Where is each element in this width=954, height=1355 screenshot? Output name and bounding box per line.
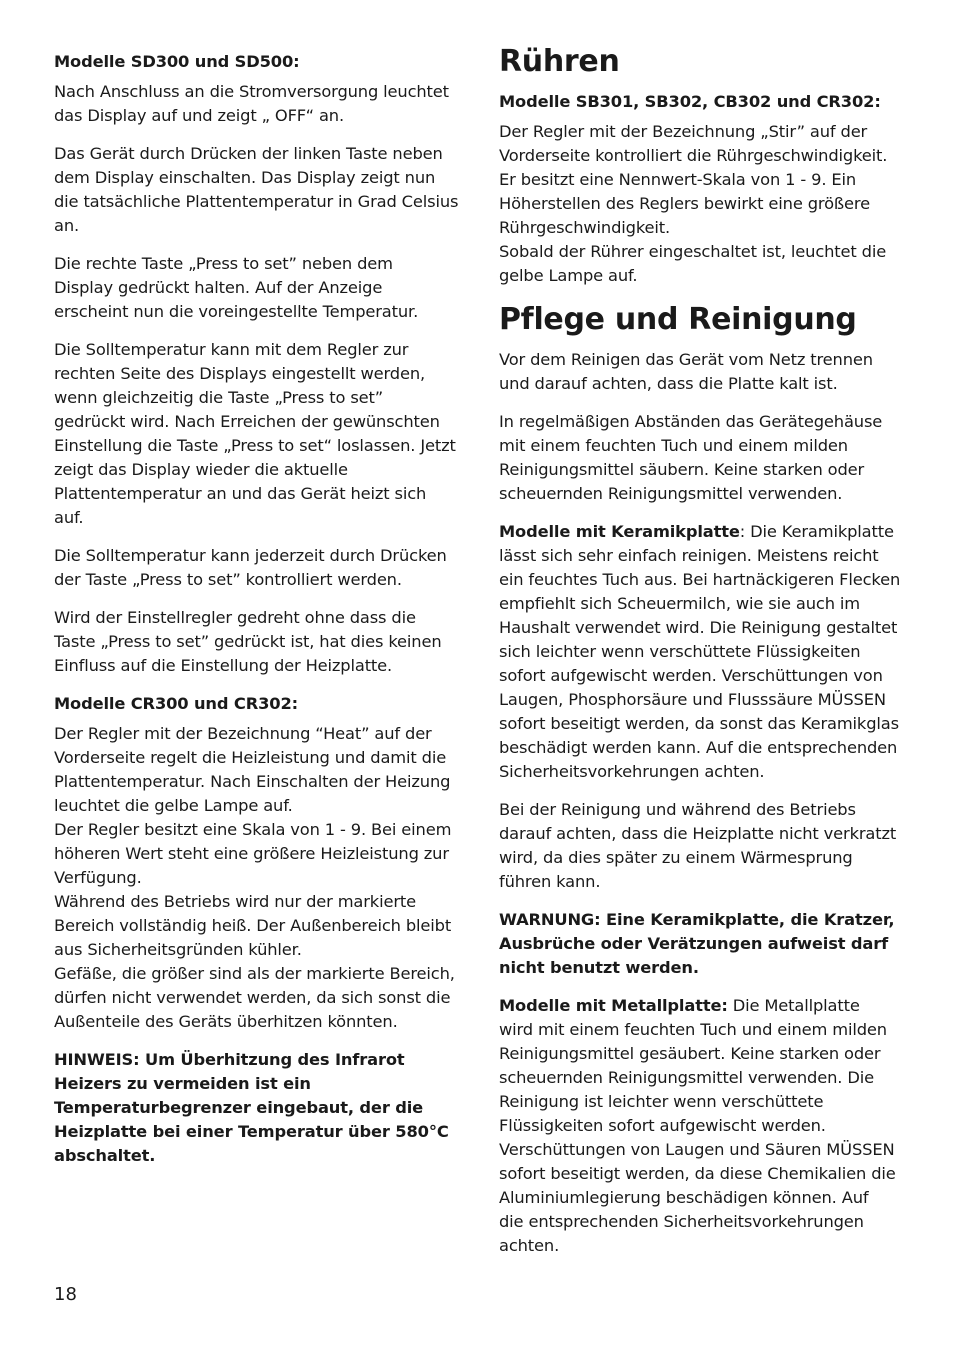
text-line: achten. xyxy=(499,1236,560,1255)
text-line: beschädigt werden kann. Auf die entsprechenden xyxy=(499,738,898,757)
paragraph-check-temperature xyxy=(54,544,474,592)
text-line: darauf achten, dass die Heizplatte nicht verkratzt xyxy=(499,824,897,843)
text-line: Haushalt verwendet wird. Die Reinigung gestaltet xyxy=(499,618,898,637)
text-line: an. xyxy=(54,216,80,235)
text-line: die entsprechenden Sicherheitsvorkehrungen xyxy=(499,1212,864,1231)
text-line: Heizplatte bei einer Temperatur über 580°C xyxy=(54,1122,449,1141)
paragraph-ceramic-plate xyxy=(499,520,917,784)
text-line: Er besitzt eine Nennwert-Skala von 1 - 9. Ein xyxy=(499,170,857,189)
text-line: Temperaturbegrenzer eingebaut, der die xyxy=(54,1098,424,1117)
text-line: erscheint nun die voreingestellte Temperatur. xyxy=(54,302,419,321)
text-line: WARNUNG: Eine Keramikplatte, die Kratzer, xyxy=(499,910,895,929)
text-line: Vorderseite kontrolliert die Rührgeschwindigkeit. xyxy=(499,146,888,165)
text-line: abschaltet. xyxy=(54,1146,156,1165)
text-line: Aluminiumlegierung beschädigen können. Auf xyxy=(499,1188,869,1207)
heading-models-cr300-cr302: Modelle CR300 und CR302: xyxy=(54,694,298,713)
text-line: sofort beseitigt werden, da diese Chemikalien die xyxy=(499,1164,896,1183)
text-line: Die Solltemperatur kann mit dem Regler zur xyxy=(54,340,409,359)
text-line: Ausbrüche oder Verätzungen aufweist darf xyxy=(499,934,889,953)
text-line: Bereich vollständig heiß. Der Außenbereich bleibt xyxy=(54,916,452,935)
text-line: aus Sicherheitsgründen kühler. xyxy=(54,940,302,959)
text-line: Laugen, Phosphorsäure und Flusssäure MÜSSEN xyxy=(499,690,886,709)
text-line: Der Regler besitzt eine Skala von 1 - 9. Bei einem xyxy=(54,820,452,839)
text-line: Nach Anschluss an die Stromversorgung leuchtet xyxy=(54,82,449,101)
text-line: empfiehlt sich Scheuermilch, wie sie auch im xyxy=(499,594,860,613)
text-line: lässt sich sehr einfach reinigen. Meistens reicht xyxy=(499,546,879,565)
text-line: gedrückt wird. Nach Erreichen der gewünschten xyxy=(54,412,440,431)
text-line: Heizers zu vermeiden ist ein xyxy=(54,1074,311,1093)
heading-models-sb301-sb302-cb302-cr302: Modelle SB301, SB302, CB302 und CR302: xyxy=(499,92,881,111)
text-line: Höherstellen des Reglers bewirkt eine größere xyxy=(499,194,870,213)
text-line: Der Regler mit der Bezeichnung “Heat” auf der xyxy=(54,724,432,743)
text-line: Verfügung. xyxy=(54,868,142,887)
text-line: leuchtet die gelbe Lampe auf. xyxy=(54,796,293,815)
text-line: Flüssigkeiten sofort aufgewischt werden. xyxy=(499,1116,826,1135)
text-line: Einfluss auf die Einstellung der Heizplatte. xyxy=(54,656,393,675)
paragraph-stir-control xyxy=(499,120,917,288)
paragraph-avoid-scratches xyxy=(499,798,917,894)
text-line: Sobald der Rührer eingeschaltet ist, leuchtet die xyxy=(499,242,887,261)
text-line: Reinigungsmittel gesäubert. Keine starken oder xyxy=(499,1044,881,1063)
paragraph-dial-without-button xyxy=(54,606,474,678)
text-line: wird, da dies später zu einem Wärmesprung xyxy=(499,848,853,867)
text-line: die tatsächliche Plattentemperatur in Grad Celsius xyxy=(54,192,459,211)
text-line: Die rechte Taste „Press to set” neben dem xyxy=(54,254,393,273)
ceramic-plate-body xyxy=(499,544,917,784)
text-line: Rührgeschwindigkeit. xyxy=(499,218,671,237)
right-column xyxy=(499,44,917,1272)
text-line: wird mit einem feuchten Tuch und einem milden xyxy=(499,1020,887,1039)
text-line: nicht benutzt werden. xyxy=(499,958,699,977)
metal-plate-first-line: Die Metallplatte xyxy=(727,996,860,1015)
text-line: sich leichter wenn verschüttete Flüssigkeiten xyxy=(499,642,861,661)
text-line: dem Display einschalten. Das Display zeigt nun xyxy=(54,168,436,187)
paragraph-regular-cleaning xyxy=(499,410,917,506)
paragraph-disconnect-before-cleaning xyxy=(499,348,917,396)
text-line: führen kann. xyxy=(499,872,601,891)
text-line: Einstellung die Taste „Press to set“ loslassen. Jetzt xyxy=(54,436,456,455)
text-line: auf. xyxy=(54,508,84,527)
text-line: sofort aufgewischt werden. Verschüttungen von xyxy=(499,666,883,685)
text-line: In regelmäßigen Abständen das Gerätegehäuse xyxy=(499,412,883,431)
text-line: gelbe Lampe auf. xyxy=(499,266,638,285)
paragraph-switch-on xyxy=(54,142,474,238)
text-line: rechten Seite des Displays eingestellt werden, xyxy=(54,364,426,383)
note-overheat-protection xyxy=(54,1048,474,1168)
warning-damaged-plate xyxy=(499,908,917,980)
left-column xyxy=(54,50,474,1182)
heading-models-sd300-sd500: Modelle SD300 und SD500: xyxy=(54,52,300,71)
paragraph-set-temperature xyxy=(54,338,474,530)
text-line: Vor dem Reinigen das Gerät vom Netz trennen xyxy=(499,350,873,369)
paragraph-press-to-set xyxy=(54,252,474,324)
text-line: mit einem feuchten Tuch und einem milden xyxy=(499,436,848,455)
text-line: Außenteile des Geräts überhitzen könnten. xyxy=(54,1012,398,1031)
text-line: Während des Betriebs wird nur der markierte xyxy=(54,892,416,911)
text-line: Display gedrückt halten. Auf der Anzeige xyxy=(54,278,383,297)
text-line: Sicherheitsvorkehrungen achten. xyxy=(499,762,765,781)
paragraph-metal-plate xyxy=(499,994,917,1258)
paragraph-heat-control xyxy=(54,722,474,1034)
text-line: Reinigungsmittel säubern. Keine starken oder xyxy=(499,460,865,479)
text-line: Reinigung ist leichter wenn verschüttete xyxy=(499,1092,824,1111)
text-line: Vorderseite regelt die Heizleistung und damit die xyxy=(54,748,447,767)
ceramic-plate-first-line: : Die Keramikplatte xyxy=(739,522,894,541)
text-line: das Display auf und zeigt „ OFF“ an. xyxy=(54,106,344,125)
text-line: HINWEIS: Um Überhitzung des Infrarot xyxy=(54,1050,405,1069)
text-line: scheuernden Reinigungsmittel verwenden. Die xyxy=(499,1068,874,1087)
text-line: Verschüttungen von Laugen und Säuren MÜSSEN xyxy=(499,1140,895,1159)
text-line: und darauf achten, dass die Platte kalt ist. xyxy=(499,374,838,393)
ceramic-plate-lead: Modelle mit Keramikplatte xyxy=(499,522,740,541)
text-line: höheren Wert steht eine größere Heizleistung zur xyxy=(54,844,449,863)
text-line: Das Gerät durch Drücken der linken Taste neben xyxy=(54,144,443,163)
text-line: dürfen nicht verwendet werden, da sich sonst die xyxy=(54,988,451,1007)
paragraph-power-on xyxy=(54,80,474,128)
text-line: Wird der Einstellregler gedreht ohne dass die xyxy=(54,608,416,627)
text-line: Die Solltemperatur kann jederzeit durch Drücken xyxy=(54,546,447,565)
text-line: zeigt das Display wieder die aktuelle xyxy=(54,460,348,479)
text-line: Taste „Press to set” gedrückt ist, hat dies keinen xyxy=(54,632,442,651)
text-line: Der Regler mit der Bezeichnung „Stir” auf der xyxy=(499,122,868,141)
metal-plate-lead: Modelle mit Metallplatte: xyxy=(499,996,728,1015)
text-line: sofort beseitigt werden, da sonst das Keramikglas xyxy=(499,714,899,733)
section-title-pflege-reinigung: Pflege und Reinigung xyxy=(499,302,857,337)
text-line: Gefäße, die größer sind als der markierte Bereich, xyxy=(54,964,455,983)
text-line: Plattentemperatur. Nach Einschalten der Heizung xyxy=(54,772,451,791)
text-line: scheuernden Reinigungsmittel verwenden. xyxy=(499,484,843,503)
text-line: Plattentemperatur an und das Gerät heizt sich xyxy=(54,484,427,503)
text-line: wenn gleichzeitig die Taste „Press to set” xyxy=(54,388,384,407)
text-line: ein feuchtes Tuch aus. Bei hartnäckigeren Flecken xyxy=(499,570,901,589)
text-line: der Taste „Press to set” kontrolliert werden. xyxy=(54,570,402,589)
section-title-ruehren: Rühren xyxy=(499,44,620,79)
text-line: Bei der Reinigung und während des Betriebs xyxy=(499,800,856,819)
metal-plate-body xyxy=(499,1018,917,1258)
page-number: 18 xyxy=(54,1284,77,1305)
